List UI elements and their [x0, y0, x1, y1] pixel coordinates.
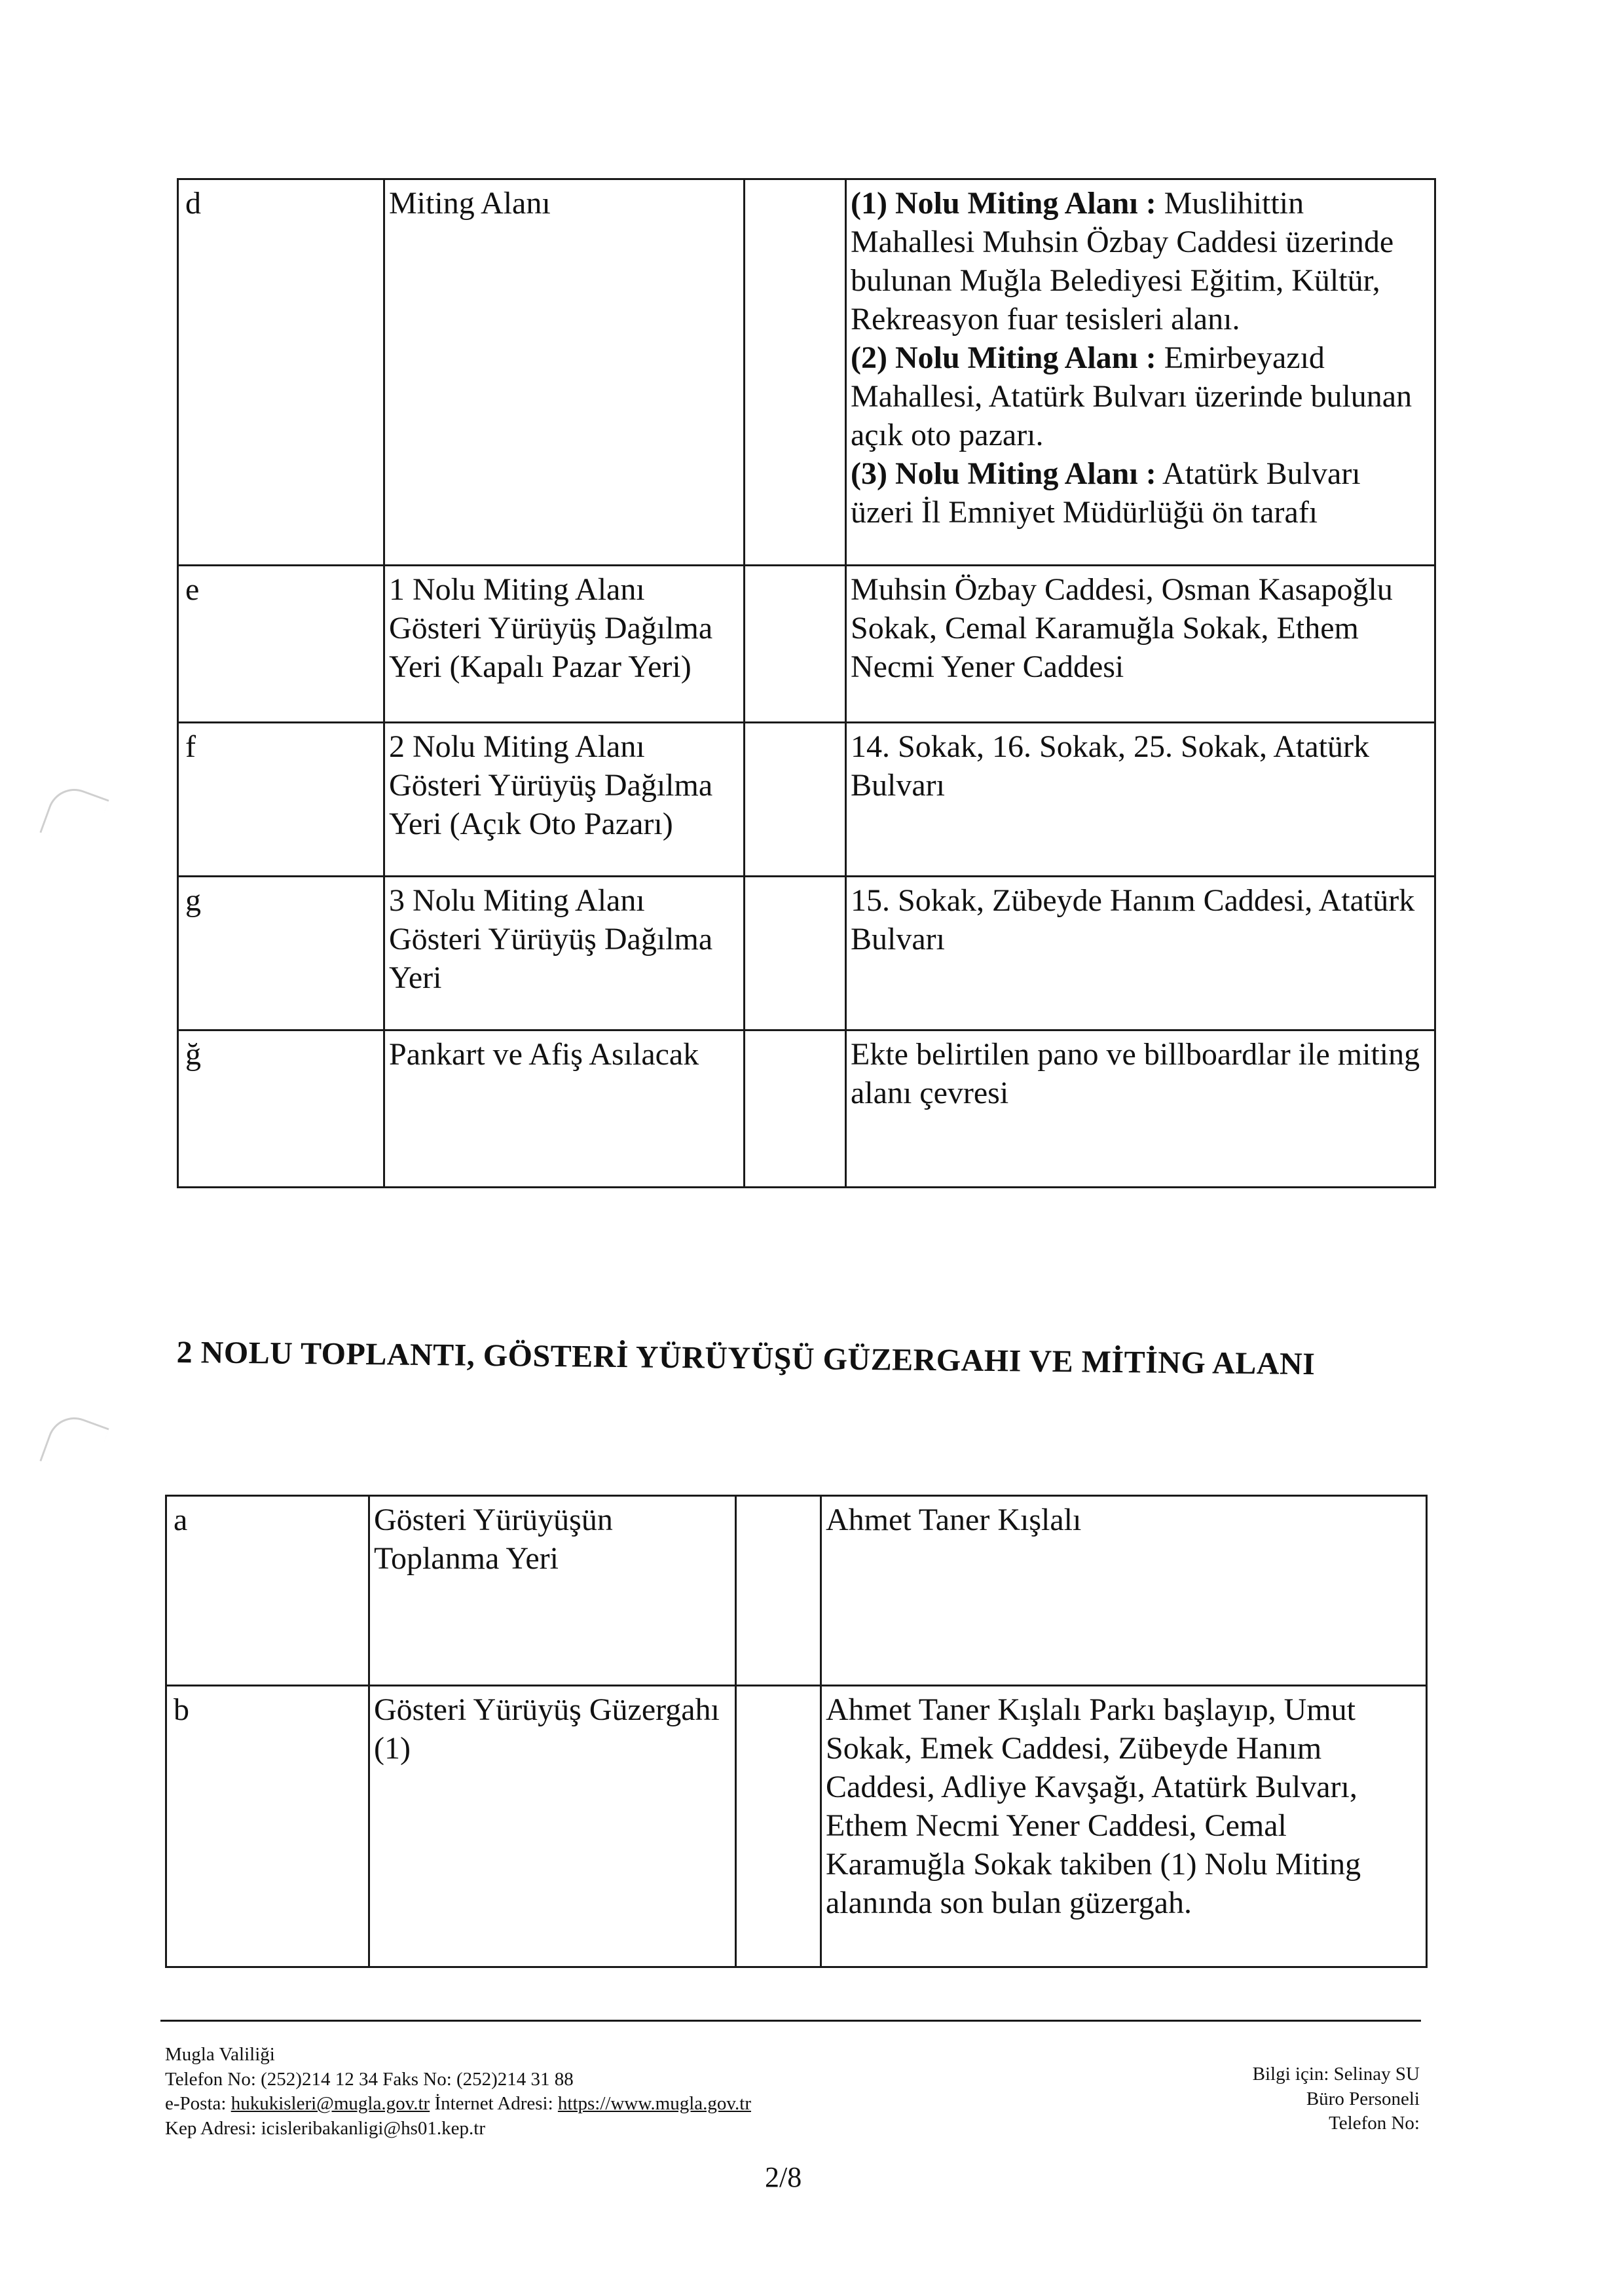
row-value: Ahmet Taner Kışlalı [821, 1496, 1427, 1686]
miting-area-label: (3) Nolu Miting Alanı : [851, 456, 1156, 492]
route-table-1 [177, 178, 1436, 1188]
row-label: Miting Alanı [384, 179, 745, 566]
footer-phone-line: Telefon No: (252)214 12 34 Faks No: (252)214 31 88 [165, 2068, 574, 2090]
row-letter: d [178, 179, 384, 566]
row-letter: b [166, 1686, 369, 1967]
table-row [166, 1496, 1427, 1686]
route-table-2 [165, 1495, 1428, 1968]
miting-area-2 [851, 338, 1429, 454]
row-label: Gösteri Yürüyüşün Toplanma Yeri [369, 1496, 736, 1686]
footer-kep-line: Kep Adresi: icisleribakanligi@hs01.kep.tr [165, 2118, 485, 2140]
row-blank-cell [745, 179, 846, 566]
punch-hole-mark [39, 1410, 109, 1479]
footer-email-label: e-Posta: [165, 2093, 231, 2115]
row-label: 1 Nolu Miting Alanı Gösteri Yürüyüş Dağılma Yeri (Kapalı Pazar Yeri) [384, 566, 745, 723]
row-value: Ahmet Taner Kışlalı Parkı başlayıp, Umut Sokak, Emek Caddesi, Zübeyde Hanım Caddesi, Adliye Kavşağı, Atatürk Bulvarı, Ethem Necmi Yener Caddesi, Cemal Karamuğla Sokak takiben (1) Nolu Miting alanında son bulan güzergah. [821, 1686, 1427, 1967]
miting-area-text: Atatürk Bulvarı üzeri İl Emniyet Müdürlüğü ön tarafı [851, 456, 1361, 530]
row-letter: g [178, 877, 384, 1030]
row-value: Muhsin Özbay Caddesi, Osman Kasapoğlu Sokak, Cemal Karamuğla Sokak, Ethem Necmi Yener Caddesi [846, 566, 1435, 723]
footer-info-block [1253, 2062, 1420, 2136]
footer-contact-phone: Telefon No: [1329, 2113, 1420, 2134]
miting-area-text: Muslihittin Mahallesi Muhsin Özbay Caddesi üzerinde bulunan Muğla Belediyesi Eğitim, Kültür, Rekreasyon fuar tesisleri alanı. [851, 186, 1394, 337]
row-letter: a [166, 1496, 369, 1686]
page-number: 2/8 [765, 2161, 802, 2193]
footer-contact-block [165, 2043, 751, 2141]
miting-area-label: (1) Nolu Miting Alanı : [851, 186, 1156, 221]
table-row [166, 1686, 1427, 1967]
table-row [178, 1030, 1435, 1188]
row-letter: ğ [178, 1030, 384, 1188]
miting-area-3 [851, 454, 1429, 532]
table-row [178, 566, 1435, 723]
footer-links-line [165, 2092, 751, 2117]
table-row [178, 877, 1435, 1030]
footer-web-label: İnternet Adresi: [430, 2093, 558, 2115]
footer-divider [160, 2020, 1421, 2022]
row-blank-cell [736, 1686, 821, 1967]
row-label: Gösteri Yürüyüş Güzergahı (1) [369, 1686, 736, 1967]
row-blank-cell [736, 1496, 821, 1686]
row-blank-cell [745, 723, 846, 877]
row-value: 15. Sokak, Zübeyde Hanım Caddesi, Atatürk Bulvarı [846, 877, 1435, 1030]
row-label: Pankart ve Afiş Asılacak [384, 1030, 745, 1188]
footer-info-line: Bilgi için: Selinay SU [1252, 2064, 1420, 2085]
row-value [846, 179, 1435, 566]
miting-area-text: Emirbeyazıd Mahallesi, Atatürk Bulvarı üzerinde bulunan açık oto pazarı. [851, 340, 1412, 453]
punch-hole-mark [39, 781, 109, 850]
row-letter: e [178, 566, 384, 723]
row-blank-cell [745, 877, 846, 1030]
footer-email-link[interactable]: hukukisleri@mugla.gov.tr [231, 2093, 430, 2115]
table-row [178, 723, 1435, 877]
miting-area-1 [851, 184, 1429, 338]
row-blank-cell [745, 1030, 846, 1188]
section-heading: 2 NOLU TOPLANTI, GÖSTERİ YÜRÜYÜŞÜ GÜZERGAHI VE MİTİNG ALANI [176, 1335, 1316, 1382]
row-label: 2 Nolu Miting Alanı Gösteri Yürüyüş Dağılma Yeri (Açık Oto Pazarı) [384, 723, 745, 877]
row-blank-cell [745, 566, 846, 723]
miting-area-label: (2) Nolu Miting Alanı : [851, 340, 1156, 376]
row-label: 3 Nolu Miting Alanı Gösteri Yürüyüş Dağılma Yeri [384, 877, 745, 1030]
row-value: 14. Sokak, 16. Sokak, 25. Sokak, Atatürk Bulvarı [846, 723, 1435, 877]
footer-web-link[interactable]: https://www.mugla.gov.tr [557, 2093, 751, 2115]
footer-role-line: Büro Personeli [1306, 2088, 1420, 2109]
footer-org: Mugla Valiliği [165, 2044, 275, 2065]
row-value: Ekte belirtilen pano ve billboardlar ile miting alanı çevresi [846, 1030, 1435, 1188]
table-row [178, 179, 1435, 566]
row-letter: f [178, 723, 384, 877]
